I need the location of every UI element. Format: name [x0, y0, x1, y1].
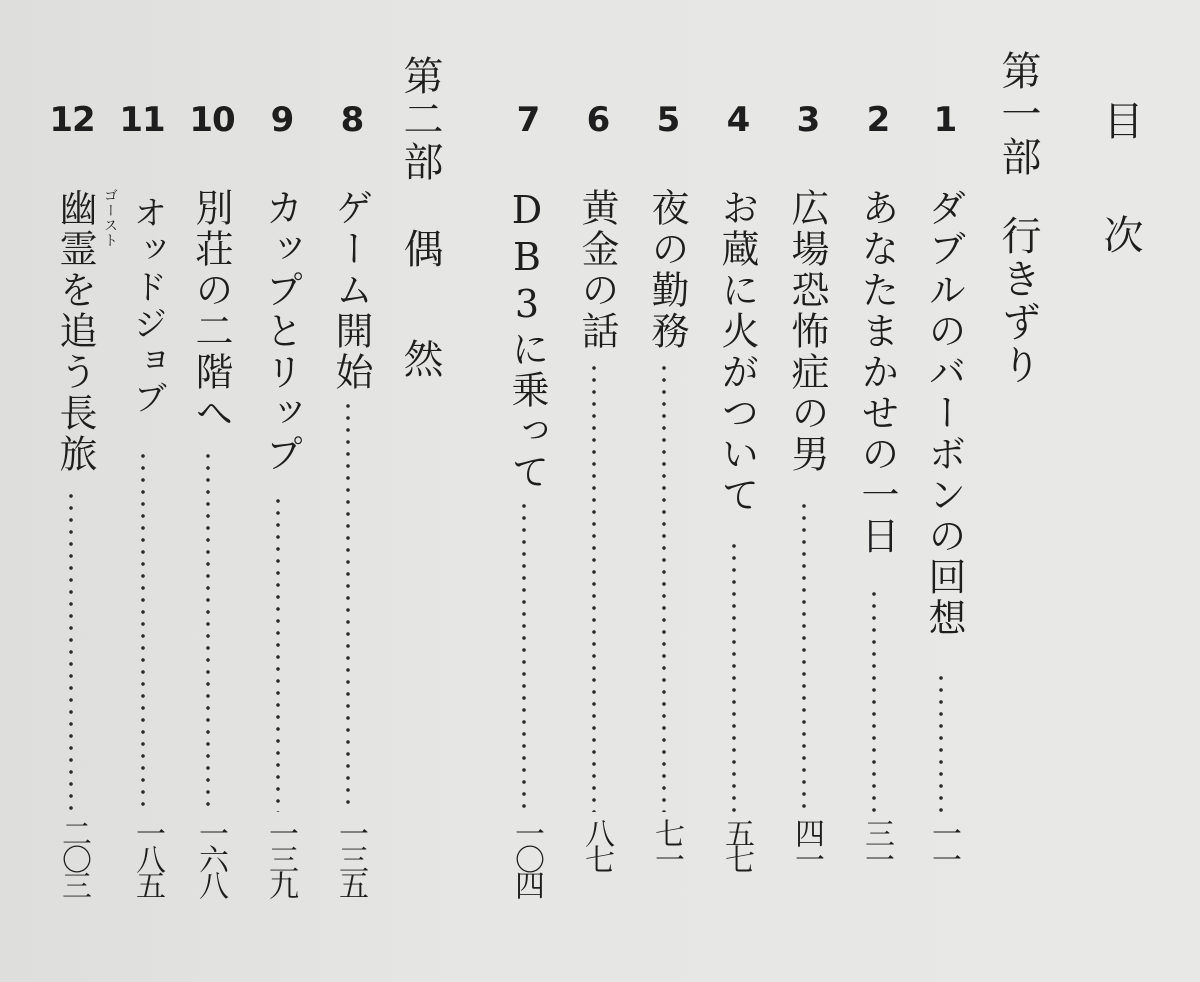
- page-number: 一三九: [263, 818, 298, 896]
- page-number: 二〇三: [56, 818, 91, 896]
- leader-dots: [801, 500, 807, 812]
- chapter-title[interactable]: 夜の勤務: [645, 188, 689, 352]
- leader-dots: [938, 672, 944, 812]
- chapter-number: 4: [726, 100, 750, 140]
- chapter-number: 7: [516, 100, 540, 140]
- part-title: 偶 然: [397, 228, 443, 390]
- leader-dots: [345, 400, 351, 812]
- page-number: 一八五: [130, 818, 165, 896]
- chapter-number: 3: [796, 100, 820, 140]
- page-number: 一一: [926, 818, 961, 870]
- leader-dots: [205, 450, 211, 812]
- chapter-number: 9: [270, 100, 294, 140]
- leader-dots: [140, 450, 146, 812]
- chapter-title[interactable]: ダブルのバーボンの回想: [922, 188, 966, 639]
- page-number: 八七: [579, 818, 614, 870]
- toc-heading: 目 次: [1097, 100, 1143, 268]
- chapter-number: 8: [340, 100, 364, 140]
- chapter-number: 12: [49, 100, 95, 140]
- chapter-number: 11: [119, 100, 165, 140]
- chapter-title[interactable]: あなたまかせの一日: [855, 188, 899, 557]
- chapter-title[interactable]: 幽霊を追う長旅: [53, 188, 97, 475]
- part-title: 行きずり: [995, 215, 1041, 387]
- page-number: 三一: [859, 818, 894, 870]
- chapter-title[interactable]: ゲーム開始: [329, 188, 373, 393]
- page-number: 四一: [789, 818, 824, 870]
- chapter-title[interactable]: お蔵に火がついて: [715, 188, 759, 516]
- page-number: 七一: [649, 818, 684, 870]
- chapter-title[interactable]: 広場恐怖症の男: [785, 188, 829, 475]
- leader-dots: [731, 540, 737, 812]
- leader-dots: [275, 495, 281, 812]
- page-number: 一三五: [333, 818, 368, 896]
- leader-dots: [871, 588, 877, 812]
- chapter-title[interactable]: カップとリップ: [259, 188, 303, 475]
- page-number: 一六八: [193, 818, 228, 896]
- part-label: 第二部: [397, 55, 443, 184]
- chapter-title[interactable]: オッドジョブ: [127, 195, 167, 417]
- chapter-number: 5: [656, 100, 680, 140]
- chapter-number: 6: [586, 100, 610, 140]
- chapter-number: 2: [866, 100, 890, 140]
- leader-dots: [68, 490, 74, 812]
- leader-dots: [521, 500, 527, 812]
- chapter-number: 1: [933, 100, 957, 140]
- chapter-title[interactable]: 黄金の話: [575, 188, 619, 352]
- chapter-title[interactable]: 別荘の二階へ: [189, 188, 233, 434]
- leader-dots: [661, 362, 667, 812]
- chapter-title[interactable]: DB3に乗って: [505, 188, 549, 493]
- part-label: 第一部: [995, 50, 1041, 179]
- page-number: 一〇四: [509, 818, 544, 896]
- leader-dots: [591, 362, 597, 812]
- chapter-number: 10: [189, 100, 235, 140]
- chapter-ruby: ゴースト: [102, 188, 118, 248]
- page-number: 五七: [719, 818, 754, 870]
